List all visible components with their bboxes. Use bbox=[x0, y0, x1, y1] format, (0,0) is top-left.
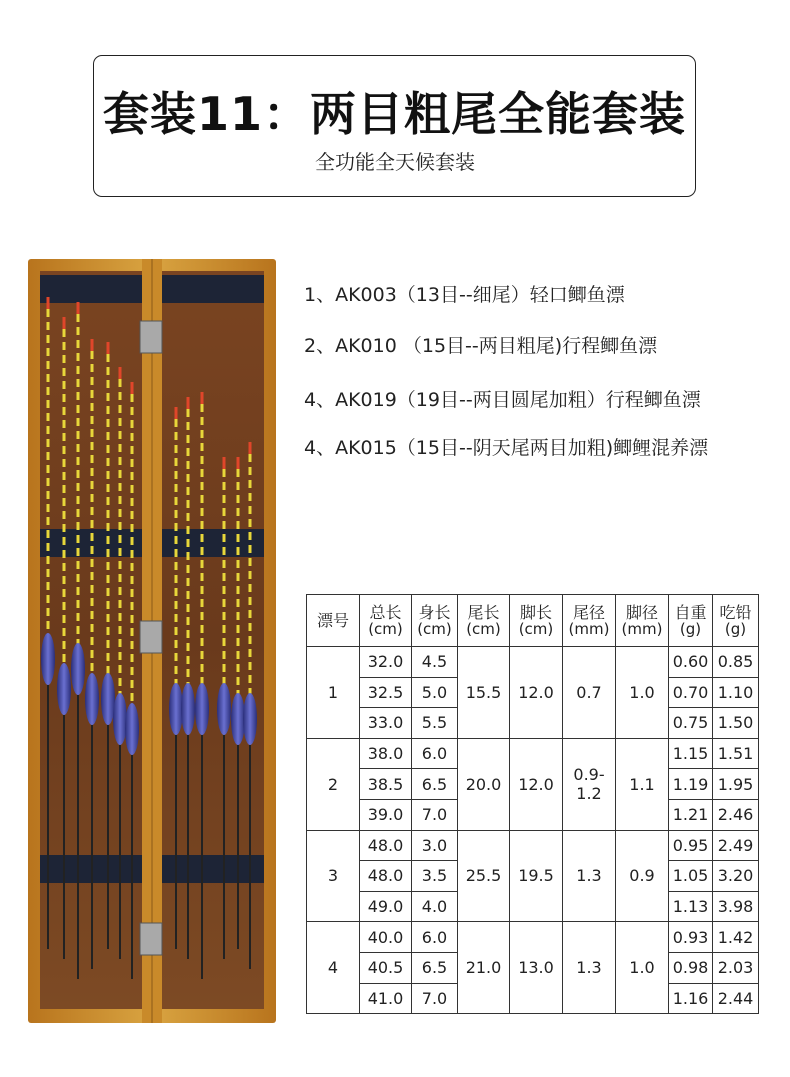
table-cell: 1.05 bbox=[669, 861, 713, 892]
table-cell: 0.93 bbox=[669, 922, 713, 953]
table-cell: 6.0 bbox=[412, 738, 458, 769]
table-cell: 2.03 bbox=[713, 952, 759, 983]
column-header-label: 吃铅 bbox=[719, 602, 752, 622]
table-cell: 0.85 bbox=[713, 647, 759, 678]
column-header-unit: (g) bbox=[724, 619, 747, 638]
table-cell: 1.10 bbox=[713, 677, 759, 708]
table-cell: 0.95 bbox=[669, 830, 713, 861]
table-cell: 21.0 bbox=[458, 922, 510, 1014]
page-title: 套装11：两目粗尾全能套装 bbox=[102, 87, 686, 141]
column-header-label: 自重 bbox=[674, 602, 707, 622]
table-cell: 6.0 bbox=[412, 922, 458, 953]
column-header-unit: (cm) bbox=[466, 619, 501, 638]
table-cell: 2.49 bbox=[713, 830, 759, 861]
table-row bbox=[307, 830, 759, 861]
table-cell: 1.3 bbox=[563, 922, 616, 1014]
page-subtitle: 全功能全天候套装 bbox=[315, 150, 475, 174]
spec-item: 2、AK010 （15目--两目粗尾)行程鲫鱼漂 bbox=[304, 335, 658, 357]
title-box bbox=[93, 55, 696, 197]
column-header bbox=[713, 595, 759, 647]
table-cell: 1.21 bbox=[669, 799, 713, 830]
column-header bbox=[307, 595, 360, 647]
table-cell: 2.46 bbox=[713, 799, 759, 830]
table-cell: 3.0 bbox=[412, 830, 458, 861]
table-cell: 3 bbox=[307, 830, 360, 922]
table-cell: 40.0 bbox=[360, 922, 412, 953]
table-cell: 48.0 bbox=[360, 861, 412, 892]
table-cell: 5.5 bbox=[412, 708, 458, 739]
column-header bbox=[360, 595, 412, 647]
table-cell: 1.16 bbox=[669, 983, 713, 1014]
table-cell: 38.0 bbox=[360, 738, 412, 769]
table-cell: 1.15 bbox=[669, 738, 713, 769]
column-header-unit: (cm) bbox=[518, 619, 554, 638]
table-cell: 1.50 bbox=[713, 708, 759, 739]
table-cell: 3.98 bbox=[713, 891, 759, 922]
table-cell: 2.44 bbox=[713, 983, 759, 1014]
table-cell: 1.0 bbox=[616, 647, 669, 739]
table-header-row bbox=[307, 595, 759, 647]
column-header-label: 尾径 bbox=[572, 602, 605, 622]
wooden-float-box-icon bbox=[28, 259, 276, 1023]
table-cell: 40.5 bbox=[360, 952, 412, 983]
table-cell: 1.13 bbox=[669, 891, 713, 922]
table-cell: 13.0 bbox=[510, 922, 563, 1014]
column-header bbox=[458, 595, 510, 647]
table-cell: 4 bbox=[307, 922, 360, 1014]
table-cell: 0.75 bbox=[669, 708, 713, 739]
table-cell: 3.5 bbox=[412, 861, 458, 892]
table-cell: 3.20 bbox=[713, 861, 759, 892]
spec-item: 4、AK019（19目--两目圆尾加粗）行程鲫鱼漂 bbox=[304, 389, 701, 411]
table-cell: 38.5 bbox=[360, 769, 412, 800]
table-cell: 12.0 bbox=[510, 738, 563, 830]
table-cell: 0.7 bbox=[563, 647, 616, 739]
column-header-unit: (mm) bbox=[568, 619, 610, 638]
column-header-unit: (g) bbox=[679, 619, 702, 638]
table-cell: 1.95 bbox=[713, 769, 759, 800]
table-cell: 1 bbox=[307, 647, 360, 739]
table-cell: 0.9 bbox=[616, 830, 669, 922]
table-cell: 1.3 bbox=[563, 830, 616, 922]
table-cell: 1.51 bbox=[713, 738, 759, 769]
column-header-label: 尾长 bbox=[467, 602, 500, 622]
table-row bbox=[307, 647, 759, 678]
table-row bbox=[307, 738, 759, 769]
column-header-unit: (cm) bbox=[417, 619, 452, 638]
table-cell: 19.5 bbox=[510, 830, 563, 922]
table-cell: 20.0 bbox=[458, 738, 510, 830]
column-header-label: 漂号 bbox=[316, 611, 349, 630]
table-cell: 0.98 bbox=[669, 952, 713, 983]
table-cell: 7.0 bbox=[412, 983, 458, 1014]
spec-item: 1、AK003（13目--细尾）轻口鲫鱼漂 bbox=[304, 284, 625, 306]
column-header-label: 脚径 bbox=[625, 602, 658, 622]
table-cell: 25.5 bbox=[458, 830, 510, 922]
table-body bbox=[307, 647, 759, 1014]
table-cell: 4.0 bbox=[412, 891, 458, 922]
spec-item: 4、AK015（15目--阴天尾两目加粗)鲫鲤混养漂 bbox=[304, 437, 709, 459]
table-cell: 6.5 bbox=[412, 952, 458, 983]
column-header-unit: (mm) bbox=[621, 619, 663, 638]
table-cell: 2 bbox=[307, 738, 360, 830]
table-row bbox=[307, 922, 759, 953]
table-cell: 0.70 bbox=[669, 677, 713, 708]
table-cell: 32.5 bbox=[360, 677, 412, 708]
table-cell: 1.42 bbox=[713, 922, 759, 953]
table-cell: 0.9-1.2 bbox=[563, 738, 616, 830]
table-cell: 1.1 bbox=[616, 738, 669, 830]
table-cell: 33.0 bbox=[360, 708, 412, 739]
table-cell: 32.0 bbox=[360, 647, 412, 678]
table-cell: 0.60 bbox=[669, 647, 713, 678]
table-cell: 7.0 bbox=[412, 799, 458, 830]
spec-table bbox=[306, 594, 759, 1014]
table-cell: 12.0 bbox=[510, 647, 563, 739]
column-header bbox=[412, 595, 458, 647]
column-header-label: 总长 bbox=[369, 602, 402, 622]
table-cell: 5.0 bbox=[412, 677, 458, 708]
table-cell: 39.0 bbox=[360, 799, 412, 830]
table-cell: 6.5 bbox=[412, 769, 458, 800]
column-header bbox=[616, 595, 669, 647]
table-cell: 1.0 bbox=[616, 922, 669, 1014]
table-cell: 15.5 bbox=[458, 647, 510, 739]
column-header-unit: (cm) bbox=[368, 619, 403, 638]
table-cell: 1.19 bbox=[669, 769, 713, 800]
column-header-label: 身长 bbox=[418, 602, 451, 622]
column-header-label: 脚长 bbox=[519, 602, 552, 622]
column-header bbox=[510, 595, 563, 647]
table-cell: 49.0 bbox=[360, 891, 412, 922]
table-cell: 48.0 bbox=[360, 830, 412, 861]
table-cell: 4.5 bbox=[412, 647, 458, 678]
table-cell: 41.0 bbox=[360, 983, 412, 1014]
column-header bbox=[669, 595, 713, 647]
column-header bbox=[563, 595, 616, 647]
